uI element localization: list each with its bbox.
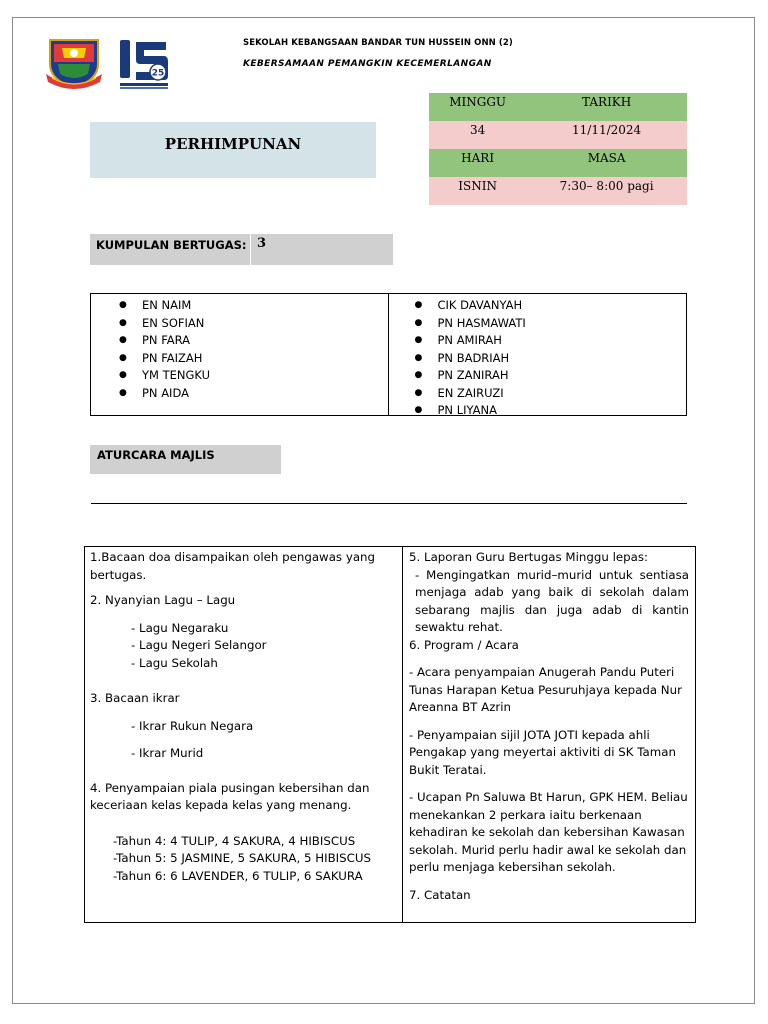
list-item: ● EN SOFIAN <box>119 315 388 333</box>
list-item: ● PN AIDA <box>119 385 388 403</box>
ikrar-item: - Ikrar Murid <box>131 746 204 760</box>
list-item: ● PN ZANIRAH <box>415 367 687 385</box>
teacher-list-left <box>91 294 389 415</box>
teacher-list-table <box>90 293 687 416</box>
winner-item: -Tahun 6: 6 LAVENDER, 6 TULIP, 6 SAKURA <box>113 868 363 883</box>
anniversary-25-logo <box>116 36 172 92</box>
school-motto: KEBERSAMAAN PEMANGKIN KECEMERLANGAN <box>243 59 492 69</box>
list-item: ● PN BADRIAH <box>415 350 687 368</box>
school-name: SEKOLAH KEBANGSAAN BANDAR TUN HUSSEIN ONN (2) <box>243 38 513 48</box>
acara-item: - Ucapan Pn Saluwa Bt Harun, GPK HEM. Beliau menekankan 2 perkara iaitu berkenaan kehadiran ke sekolah dan kebersihan Kawasan sekolah. Murid perlu hadir awal ke sekolah dan perlu menjaga kebersihan sekolah. <box>409 790 688 874</box>
program-item-4: 4. Penyampaian piala pusingan kebersihan dan keceriaan kelas kepada kelas yang menang. <box>90 780 370 812</box>
program-column-left <box>85 547 403 922</box>
program-item-5: 5. Laporan Guru Bertugas Minggu lepas: <box>409 550 648 564</box>
school-crest-logo <box>44 34 104 92</box>
tarikh-header: TARIKH <box>526 93 687 121</box>
aturcara-label: ATURCARA MAJLIS <box>90 445 281 474</box>
program-table <box>84 546 696 923</box>
song-item: - Lagu Negaraku <box>131 620 229 635</box>
hari-header: HARI <box>429 149 526 177</box>
list-item: ● PN LIYANA <box>415 402 687 420</box>
list-item: ● YM TENGKU <box>119 367 388 385</box>
kumpulan-label: KUMPULAN BERTUGAS: <box>90 234 250 265</box>
program-item-6: 6. Program / Acara <box>409 637 519 652</box>
divider <box>91 503 687 504</box>
winner-item: -Tahun 5: 5 JASMINE, 5 SAKURA, 5 HIBISCUS <box>113 851 371 865</box>
masa-header: MASA <box>526 149 687 177</box>
kumpulan-value: 3 <box>251 234 393 265</box>
list-item: ● PN FARA <box>119 332 388 350</box>
winner-item: -Tahun 4: 4 TULIP, 4 SAKURA, 4 HIBISCUS <box>113 833 356 848</box>
list-item: ● PN HASMAWATI <box>415 315 687 333</box>
program-column-right <box>403 547 695 922</box>
song-item: - Lagu Negeri Selangor <box>131 638 267 652</box>
program-item-3: 3. Bacaan ikrar <box>90 691 180 705</box>
program-item-7: 7. Catatan <box>409 887 471 902</box>
title-box <box>90 122 376 178</box>
program-item-1: 1.Bacaan doa disampaikan oleh pengawas yang bertugas. <box>90 550 376 582</box>
masa-value: 7:30– 8:00 pagi <box>526 177 687 205</box>
info-table <box>429 93 687 205</box>
program-item-5-detail: - Mengingatkan murid–murid untuk sentiasa menjaga adab yang baik di sekolah dalam sebarang majlis dan juga adab di kantin sewaktu rehat. <box>415 567 689 634</box>
teacher-list-right <box>389 294 687 415</box>
tarikh-value: 11/11/2024 <box>526 121 687 149</box>
acara-item: - Penyampaian sijil JOTA JOTI kepada ahli Pengakap yang meyertai aktiviti di SK Taman Bukit Teratai. <box>409 727 676 777</box>
hari-value: ISNIN <box>429 177 526 205</box>
song-item: - Lagu Sekolah <box>131 655 218 670</box>
acara-item: - Acara penyampaian Anugerah Pandu Puteri Tunas Harapan Ketua Pesuruhjaya kepada Nur Areanna BT Azrin <box>409 665 682 714</box>
list-item: ● EN ZAIRUZI <box>415 385 687 403</box>
page-title: PERHIMPUNAN <box>164 135 302 153</box>
svg-text:25: 25 <box>151 68 165 79</box>
list-item: ● CIK DAVANYAH <box>415 297 687 315</box>
list-item: ● PN AMIRAH <box>415 332 687 350</box>
list-item: ● EN NAIM <box>119 297 388 315</box>
ikrar-item: - Ikrar Rukun Negara <box>131 718 254 733</box>
minggu-value: 34 <box>429 121 526 149</box>
list-item: ● PN FAIZAH <box>119 350 388 368</box>
minggu-header: MINGGU <box>429 93 526 121</box>
program-item-2: 2. Nyanyian Lagu – Lagu <box>90 593 236 607</box>
